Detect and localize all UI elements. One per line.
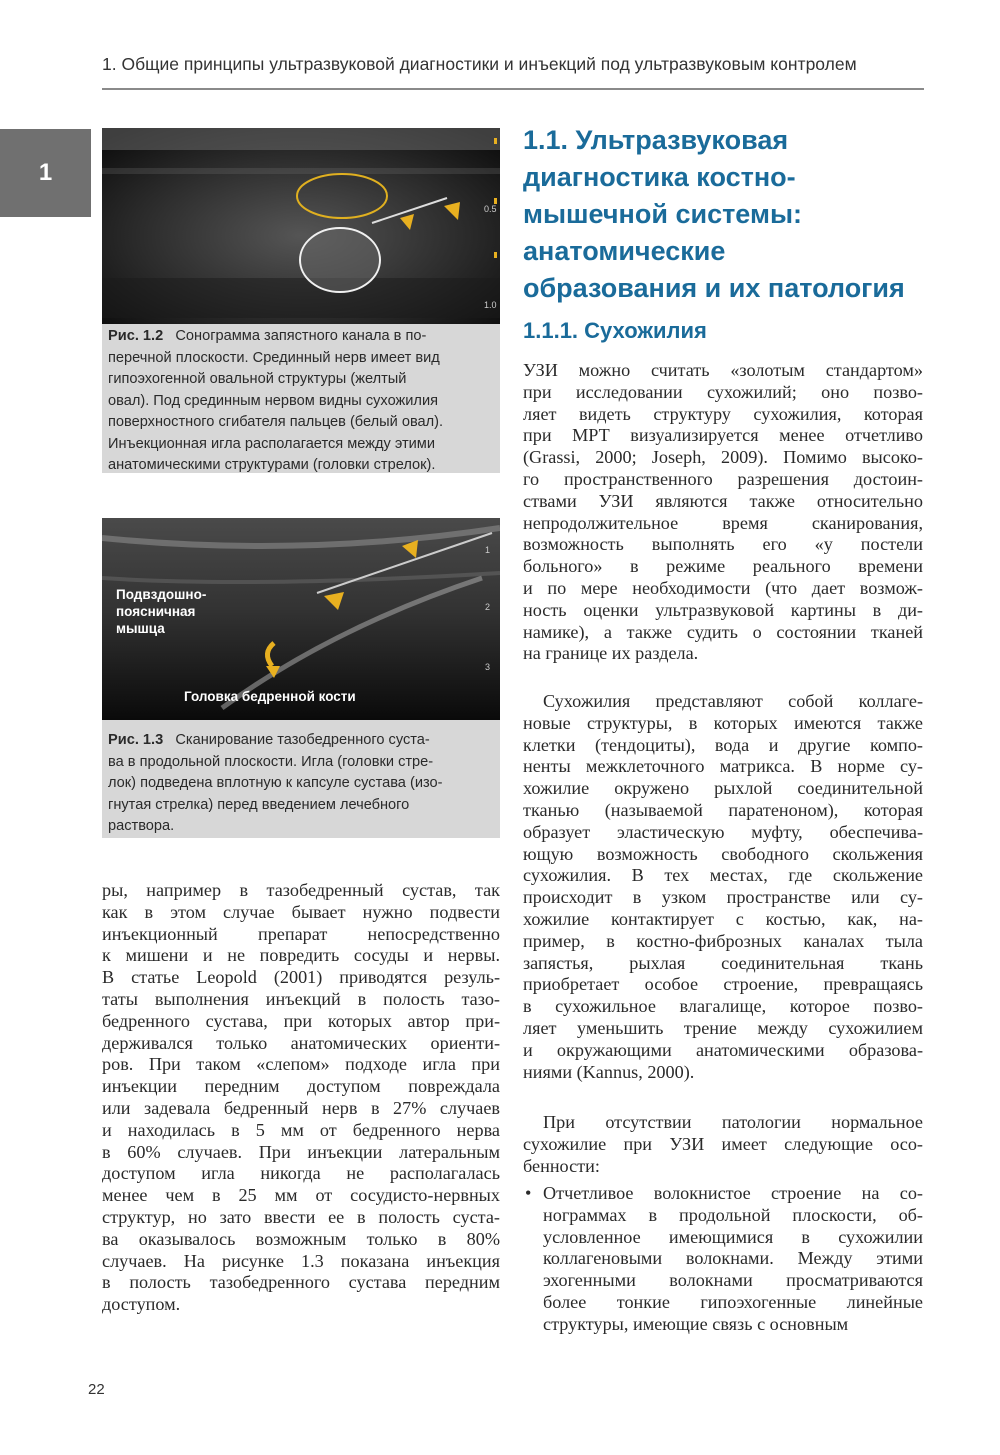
text-line: ниями (Kannus, 2000). — [523, 1061, 695, 1082]
caption-line: ва в продольной плоскости. Игла (головки стре- — [108, 753, 434, 770]
caption-line: гнутая стрелка) перед введением лечебного — [108, 796, 410, 813]
text-line: в 60% случаев. При инъекции латеральным — [102, 1141, 500, 1162]
caption-line: Инъекционная игла располагается между этими — [108, 435, 435, 452]
figure-caption — [108, 730, 494, 838]
bullet-icon: • — [525, 1183, 532, 1203]
text-line: ствами УЗИ являются также относительно — [523, 490, 923, 511]
text-line: ляет уменьшить трение между сухожилием — [523, 1017, 923, 1038]
text-line: клетки (тендоциты), вода и другие компо- — [523, 734, 923, 755]
text-line: держивался только анатомических ориенти- — [102, 1032, 500, 1053]
text-line: ненты межклеточного матрикса. В норме су- — [523, 756, 923, 777]
scale-mark: 1 — [485, 545, 491, 555]
text-line: бедренного сустава, при которых автор при- — [102, 1010, 500, 1031]
caption-line: поверхностного сгибателя пальцев (белый овал). — [108, 414, 444, 430]
heading-line: образования и их патология — [523, 273, 905, 303]
text-line: нограммах в продольной плоскости, об- — [543, 1204, 923, 1225]
text-line: (Grassi, 2000; Joseph, 2009). Помимо высоко- — [523, 447, 923, 468]
text-line: пример, в костно-фиброзных каналах тыла — [523, 930, 923, 951]
text-line: эхогенными волокнами просматриваются — [543, 1270, 923, 1291]
left-column-text — [102, 880, 500, 1316]
scale-mark: 2 — [485, 602, 491, 612]
label-femoral-head: Головка бедренной кости — [184, 689, 356, 704]
text-line: бенности: — [523, 1155, 600, 1176]
heading-line: 1.1. Ультразвуковая — [523, 125, 789, 155]
paragraph-2 — [523, 691, 923, 1083]
caption-line: гипоэхогенной овальной структуры (желтый — [108, 371, 407, 387]
text-line: структуры, имеющие связь с основным — [543, 1313, 849, 1334]
text-line: и по мере необходимости (что дает возмож- — [523, 577, 923, 598]
text-line: образует эластическую муфту, обеспечива- — [523, 821, 923, 842]
figure-label: Рис. 1.2 — [108, 328, 164, 344]
text-line: происходит в узком пространстве или су- — [523, 887, 923, 908]
text-line: При отсутствии патологии нормальное — [543, 1112, 923, 1132]
text-line: случаев. На рисунке 1.3 показана инъекция — [102, 1250, 500, 1271]
caption-line: раствора. — [108, 818, 175, 834]
text-line: запястья, рыхлая соединительная ткань — [523, 952, 923, 973]
text-line: В статье Leopold (2001) приводятся резуль- — [102, 967, 500, 988]
heading-line: мышечной системы: — [523, 199, 802, 229]
scale-mark: 1.0 — [484, 300, 497, 310]
text-line: доступом игла никогда не располагалась — [102, 1163, 500, 1184]
chapter-number: 1 — [38, 159, 53, 186]
ultrasound-image-wrist — [102, 128, 500, 324]
text-line: инъекции передним доступом повреждала — [102, 1076, 500, 1097]
text-line: тканью (называемой паратеноном), которая — [523, 799, 923, 820]
chapter-tab — [0, 129, 91, 217]
text-line: или задевала бедренный нерв в 27% случаев — [102, 1097, 500, 1118]
scale-mark: 3 — [485, 662, 491, 672]
text-line: ров. При таком «слепом» подходе игла при — [102, 1054, 500, 1075]
paragraph-3 — [523, 1112, 923, 1177]
caption-line: перечной плоскости. Срединный нерв имеет вид — [108, 349, 440, 366]
text-line: и находилась в 5 мм от бедренного нерва — [102, 1119, 500, 1140]
text-line: больного» в режиме реального времени — [523, 556, 923, 577]
text-line: коллагеновыми волокнами. Между этими — [543, 1248, 923, 1269]
text-line: возможность выполнять его «у постели — [523, 534, 923, 555]
text-line: сухожилие при УЗИ имеет следующие осо- — [523, 1133, 923, 1154]
text-line: и окружающими анатомическими образова- — [523, 1039, 923, 1060]
caption-line: анатомическими структурами (головки стрелок). — [108, 457, 436, 473]
figure-1-2 — [102, 128, 500, 473]
text-line: ва оказывалось возможным только в 80% — [102, 1228, 500, 1249]
text-line: ющую возможность свободного скольжения — [523, 843, 923, 864]
page-number: 22 — [88, 1381, 105, 1398]
text-line: намике), а также судить о состоянии тканей — [523, 621, 923, 642]
text-line: доступом. — [102, 1294, 181, 1315]
caption-line: овал). Под срединным нервом видны сухожилия — [108, 392, 439, 409]
text-line: хожилие окружено рыхлой соединительной — [523, 778, 923, 799]
text-line: Отчетливое волокнистое строение на со- • — [525, 1183, 923, 1203]
figure-1-3 — [102, 518, 500, 838]
text-line: таты выполнения инъекций в полость тазо- — [102, 988, 500, 1009]
text-line: при исследовании сухожилий; оно позво- — [523, 381, 923, 402]
figure-label: Рис. 1.3 — [108, 732, 164, 748]
scale-mark: 0.5 — [484, 204, 497, 214]
text-line: сухожилия. В тех местах, где скольжение — [523, 865, 923, 886]
figure-caption — [108, 326, 494, 477]
text-line: инъекционный препарат непосредственно — [102, 923, 500, 944]
section-heading — [523, 122, 933, 307]
text-line: новые структуры, в которых имеются также — [523, 712, 923, 733]
running-head: 1. Общие принципы ультразвуковой диагностики и инъекций под ультразвуковым контролем — [102, 54, 857, 74]
text-line: как в этом случае бывает нужно подвести — [102, 901, 500, 922]
text-line: в сухожильное влагалище, которое позво- — [523, 996, 923, 1017]
text-line: более тонкие гипоэхогенные линейные — [543, 1291, 923, 1312]
text-line: к мишени и не повредить сосуды и нервы. — [102, 945, 500, 966]
bullet-item — [523, 1183, 923, 1336]
text-line: ность оценки ультразвуковой картины в ди- — [523, 599, 923, 620]
text-line: непродолжительное время сканирования, — [523, 512, 923, 533]
text-line: менее чем в 25 мм от сосудисто-нервных — [102, 1185, 500, 1206]
ultrasound-image-hip — [102, 518, 500, 720]
text-line: ры, например в тазобедренный сустав, так — [102, 880, 500, 900]
text-line: го пространственного разрешения достоин- — [523, 468, 923, 489]
text-line: условленное имеющимися в сухожилии — [543, 1226, 923, 1247]
caption-line: Сонограмма запястного канала в по- — [175, 328, 427, 344]
subsection-heading: 1.1.1. Сухожилия — [523, 318, 707, 343]
text-line: структур, но зато ввести ее в полость суста- — [102, 1206, 500, 1227]
caption-line: лок) подведена вплотную к капсуле сустава (изо- — [108, 775, 443, 791]
text-line: Сухожилия представляют собой коллаге- — [543, 691, 923, 711]
paragraph-1 — [523, 360, 923, 665]
caption-line: Сканирование тазобедренного суста- — [175, 732, 430, 748]
heading-line: анатомические — [523, 236, 726, 266]
text-line: УЗИ можно считать «золотым стандартом» — [523, 360, 923, 380]
text-line: хожилие контактирует с костью, как, на- — [523, 908, 923, 929]
heading-line: диагностика костно- — [523, 162, 796, 192]
text-line: приобретает особое строение, превращаясь — [523, 974, 923, 995]
text-line: в полость тазобедренного сустава передним — [102, 1272, 500, 1293]
text-line: на границе их раздела. — [523, 643, 699, 664]
label-iliopsoas: Подвздошно- поясничная мышца — [116, 587, 207, 636]
text-line: ляет видеть структуру сухожилия, которая — [523, 403, 923, 424]
header-rule — [102, 88, 924, 90]
text-line: при МРТ визуализируется менее отчетливо — [523, 425, 923, 446]
